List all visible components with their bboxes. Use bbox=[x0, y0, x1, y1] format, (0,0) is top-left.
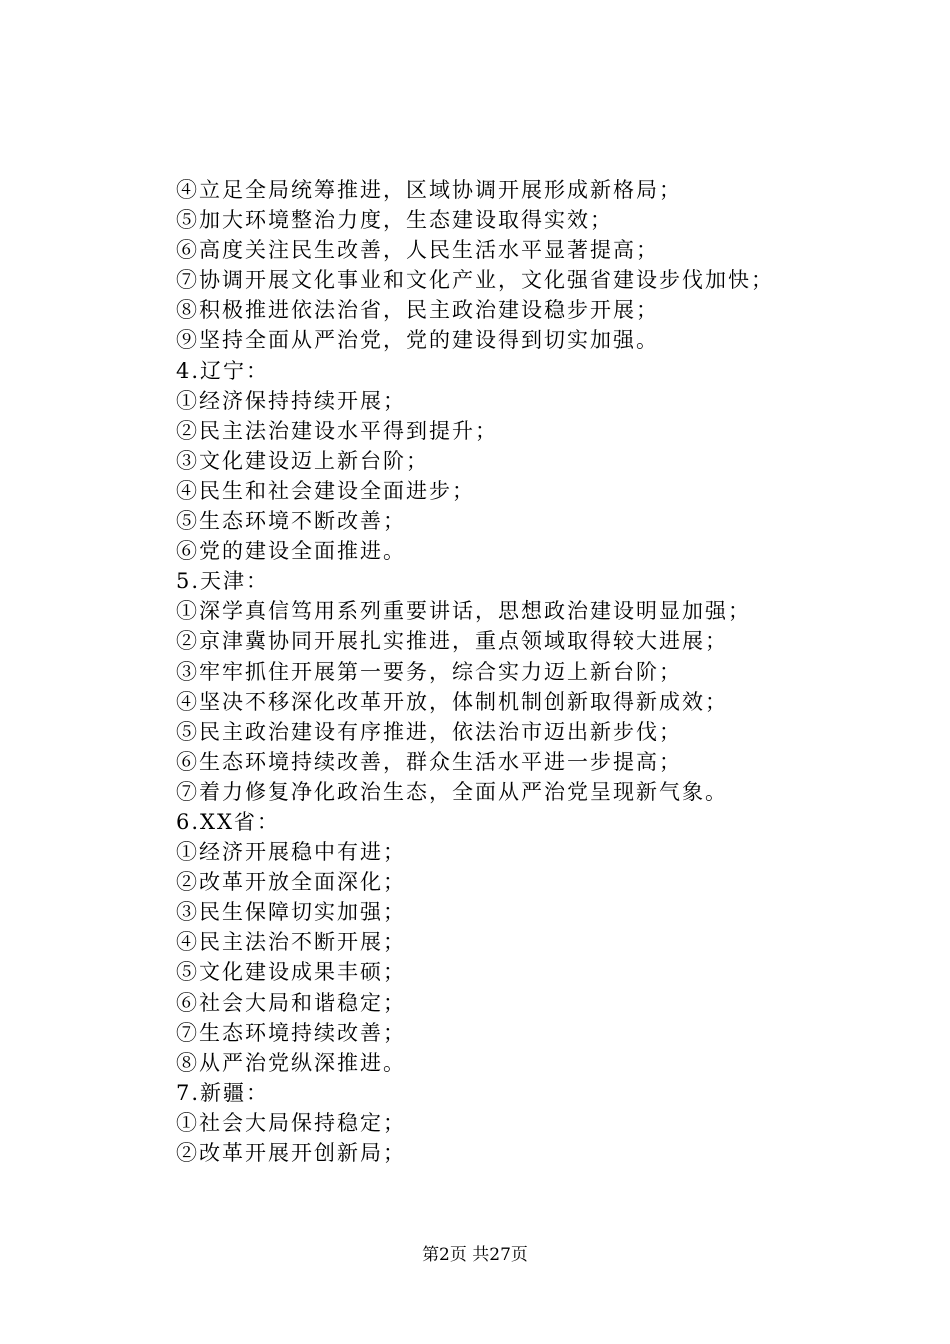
text-line: ④民主法治不断开展； bbox=[176, 930, 406, 955]
text-line: ②京津冀协同开展扎实推进，重点领域取得较大进展； bbox=[176, 629, 728, 654]
text-line: ①经济开展稳中有进； bbox=[176, 840, 406, 865]
text-line: ⑦着力修复净化政治生态，全面从严治党呈现新气象。 bbox=[176, 779, 728, 804]
text-line: ①经济保持持续开展； bbox=[176, 388, 406, 413]
text-line: ①社会大局保持稳定； bbox=[176, 1110, 406, 1135]
section-heading: 6.XX省： bbox=[176, 809, 280, 834]
text-line: ⑤加大环境整治力度，生态建设取得实效； bbox=[176, 208, 613, 233]
text-line: ⑤民主政治建设有序推进，依法治市迈出新步伐； bbox=[176, 719, 682, 744]
text-line: ⑨坚持全面从严治党，党的建设得到切实加强。 bbox=[176, 328, 659, 353]
text-line: ④民生和社会建设全面进步； bbox=[176, 478, 475, 503]
section-heading: 4.辽宁： bbox=[176, 358, 270, 383]
text-line: ⑦生态环境持续改善； bbox=[176, 1020, 406, 1045]
text-line: ⑤文化建设成果丰硕； bbox=[176, 960, 406, 985]
section-heading: 5.天津： bbox=[176, 569, 270, 594]
text-line: ⑦协调开展文化事业和文化产业，文化强省建设步伐加快； bbox=[176, 268, 774, 293]
text-line: ⑥党的建设全面推进。 bbox=[176, 539, 406, 564]
text-line: ①深学真信笃用系列重要讲话，思想政治建设明显加强； bbox=[176, 599, 751, 624]
text-line: ④立足全局统筹推进，区域协调开展形成新格局； bbox=[176, 178, 682, 202]
text-line: ⑧积极推进依法治省，民主政治建设稳步开展； bbox=[176, 298, 659, 323]
text-line: ③牢牢抓住开展第一要务，综合实力迈上新台阶； bbox=[176, 659, 682, 684]
section-heading: 7.新疆： bbox=[176, 1080, 270, 1105]
page-number-footer: 第2页 共27页 bbox=[422, 1245, 528, 1265]
text-line: ②改革开放全面深化； bbox=[176, 870, 406, 895]
text-line: ⑥高度关注民生改善，人民生活水平显著提高； bbox=[176, 238, 659, 263]
text-line: ②民主法治建设水平得到提升； bbox=[176, 418, 498, 443]
text-line: ④坚决不移深化改革开放，体制机制创新取得新成效； bbox=[176, 689, 728, 714]
text-line: ⑧从严治党纵深推进。 bbox=[176, 1050, 406, 1075]
text-line: ⑥社会大局和谐稳定； bbox=[176, 990, 406, 1015]
text-line: ⑤生态环境不断改善； bbox=[176, 509, 406, 534]
document-body bbox=[176, 175, 876, 1168]
text-line: ②改革开展开创新局； bbox=[176, 1141, 406, 1165]
text-line: ③民生保障切实加强； bbox=[176, 900, 406, 925]
text-line: ③文化建设迈上新台阶； bbox=[176, 448, 429, 473]
text-line: ⑥生态环境持续改善，群众生活水平进一步提高； bbox=[176, 749, 682, 774]
